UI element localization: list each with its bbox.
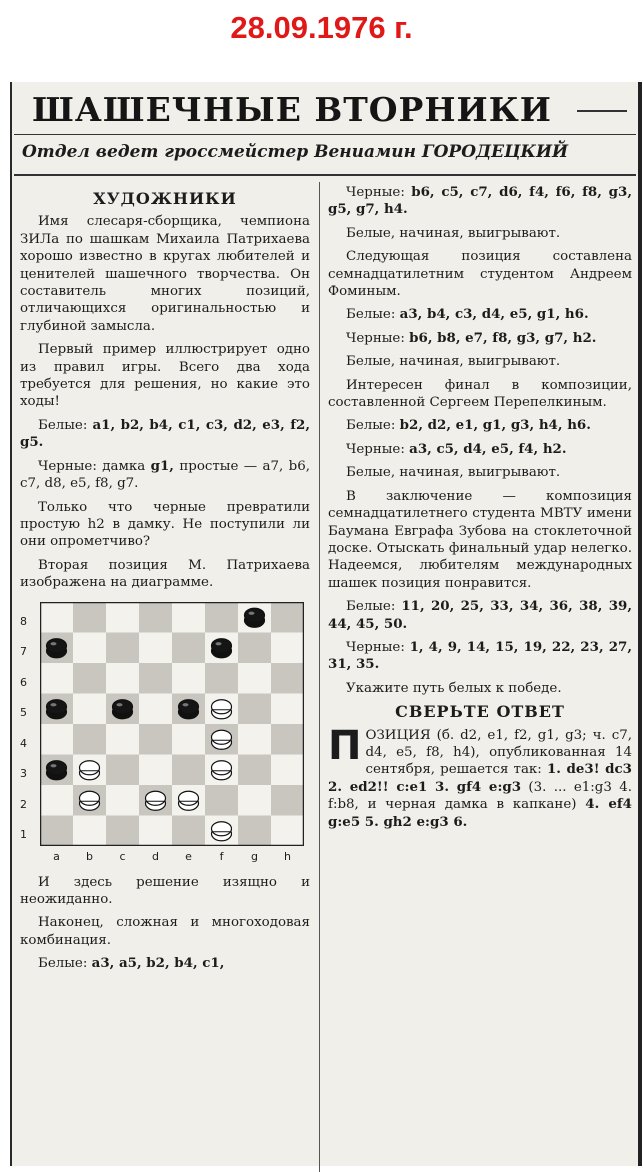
moves: a3, a5, b2, b4, c1, <box>91 955 225 972</box>
moves: 11, 20, 25, 33, 34, 36, 38, 39, 44, 45, 50. <box>328 598 632 632</box>
white-checker <box>80 760 100 779</box>
section-editor-line: Отдел ведет гроссмейстер Вениамин ГОРОДЕЦКИЙ <box>22 142 569 162</box>
board-square <box>40 815 73 846</box>
answer-paragraph <box>328 722 632 831</box>
paragraph: Первый пример иллюстрирует одно из правил игры. Всего два хода требуется для решения, но какие это ходы! <box>20 342 310 410</box>
board-square <box>73 632 106 663</box>
file-label: b <box>86 849 93 863</box>
file-label: e <box>185 849 192 863</box>
paragraph: Белые, начиная, выигрывают. <box>346 354 561 370</box>
paragraph: Белые, начиная, выигрывают. <box>346 225 561 241</box>
board-square <box>139 754 172 785</box>
paragraph: Вторая позиция М. Патрихаева изображена на диаграмме. <box>20 557 310 591</box>
board-square <box>139 663 172 694</box>
position-white <box>20 955 310 972</box>
paragraph: Белые, начиная, выигрывают. <box>346 465 561 481</box>
board-square <box>106 815 139 846</box>
position-black <box>328 184 632 219</box>
white-checker <box>212 821 232 840</box>
position-white <box>328 417 632 434</box>
file-label: g <box>251 849 258 863</box>
position-black <box>328 639 632 674</box>
board-square <box>73 602 106 633</box>
white-checker <box>179 791 199 810</box>
label: Белые: <box>346 418 396 434</box>
board-square <box>40 785 73 816</box>
rank-label: 8 <box>20 614 27 628</box>
board-square <box>106 785 139 816</box>
moves: a3, c5, d4, e5, f4, h2. <box>409 440 567 457</box>
black-checker <box>212 638 232 657</box>
label: Белые: <box>346 599 396 615</box>
checkers-board <box>40 602 304 846</box>
rank-label: 4 <box>20 736 27 750</box>
board-square <box>106 632 139 663</box>
board-square <box>172 724 205 755</box>
rank-label: 7 <box>20 645 27 659</box>
board-square <box>271 754 304 785</box>
black-checker <box>245 608 265 627</box>
checkers-diagram <box>20 598 310 866</box>
file-label: a <box>53 849 60 863</box>
board-square <box>238 693 271 724</box>
position-white <box>20 417 310 452</box>
label: Черные: <box>346 441 405 457</box>
black-checker <box>47 699 67 718</box>
position-white <box>328 598 632 633</box>
board-square <box>238 724 271 755</box>
board-square <box>73 724 106 755</box>
edge-bar <box>638 82 642 1166</box>
paragraph: Интересен финал в композиции, составленной Сергеем Перепелкиным. <box>328 377 632 411</box>
moves: b2, d2, e1, g1, g3, h4, h6. <box>399 417 591 434</box>
position-black <box>20 458 310 493</box>
moves: b6, c5, c7, d6, f4, f6, f8, g3, g5, g7, h4. <box>328 184 632 218</box>
white-checker <box>212 730 232 749</box>
board-square <box>271 724 304 755</box>
board-square <box>139 724 172 755</box>
board-square <box>139 602 172 633</box>
board-square <box>205 663 238 694</box>
moves: a3, b4, c3, d4, e5, g1, h6. <box>399 306 589 323</box>
black-checker <box>113 699 133 718</box>
board-square <box>205 785 238 816</box>
white-checker <box>146 791 166 810</box>
right-column <box>328 184 632 837</box>
position-black <box>328 441 632 458</box>
board-square <box>238 632 271 663</box>
label: Белые: <box>38 956 88 972</box>
black-checker <box>179 699 199 718</box>
board-square <box>172 754 205 785</box>
masthead-rule <box>577 110 627 112</box>
file-label: c <box>119 849 126 863</box>
board-square <box>106 602 139 633</box>
rank-label: 3 <box>20 767 27 781</box>
board-square <box>172 602 205 633</box>
board-square <box>73 693 106 724</box>
moves: a1, b2, b4, c1, c3, d2, e3, f2, g5. <box>20 416 310 451</box>
file-label: f <box>219 849 224 863</box>
rank-label: 2 <box>20 797 27 811</box>
position-white <box>328 306 632 323</box>
label: Черные: дамка <box>38 458 146 474</box>
label: Черные: <box>346 185 405 200</box>
board-square <box>73 815 106 846</box>
left-column <box>20 190 310 979</box>
newspaper-clipping <box>10 82 642 1166</box>
rank-label: 6 <box>20 675 27 689</box>
board-square <box>238 785 271 816</box>
label: Черные: <box>346 330 405 346</box>
rank-label: 5 <box>20 706 27 720</box>
paragraph: И здесь решение изящно и неожиданно. <box>20 874 310 907</box>
label: простые — a7, b6, c7, d8, e5, f8, g7. <box>20 458 310 492</box>
label: Белые: <box>346 307 396 323</box>
answer-text: (3. ... e1:g3 4. f:b8, и черная дамка в капкане) <box>328 779 632 813</box>
board-square <box>238 754 271 785</box>
board-square <box>40 663 73 694</box>
answer-heading: СВЕРЬТЕ ОТВЕТ <box>395 702 565 722</box>
paragraph: Имя слесаря-сборщика, чемпиона ЗИЛа по шашкам Михаила Патрихаева хорошо известно в кругах любителей и ценителей шашечного творчества. Он составитель многих позиций, отличающихся оригинальностью и глубиной замысла. <box>20 214 310 334</box>
board-square <box>106 663 139 694</box>
article-heading: ХУДОЖНИКИ <box>93 189 237 208</box>
section-masthead: ШАШЕЧНЫЕ ВТОРНИКИ <box>32 90 552 129</box>
board-square <box>238 663 271 694</box>
divider-bottom <box>14 174 636 176</box>
label: Белые: <box>38 417 88 433</box>
paragraph: Наконец, сложная и многоходовая комбинация. <box>20 915 310 948</box>
paragraph: Укажите путь белых к победе. <box>346 680 562 696</box>
answer-text: ОЗИЦИЯ (б. d2, e1, f2, g1, g3; ч. c7, d4, e5, f8, h4), опубликованная 14 сентября, решается так: <box>365 727 632 778</box>
board-square <box>106 754 139 785</box>
board-square <box>205 602 238 633</box>
board-square <box>139 693 172 724</box>
column-divider <box>319 182 320 1172</box>
board-square <box>73 663 106 694</box>
board-square <box>271 663 304 694</box>
board-square <box>172 663 205 694</box>
white-checker <box>212 699 232 718</box>
black-checker <box>47 760 67 779</box>
white-checker <box>80 791 100 810</box>
moves: b6, b8, e7, f8, g3, g7, h2. <box>409 329 597 346</box>
black-checker <box>47 638 67 657</box>
board-square <box>271 693 304 724</box>
board-square <box>238 815 271 846</box>
moves: 4. ef4 g:e5 5. gh2 e:g3 6. <box>328 796 632 830</box>
moves: g1, <box>150 457 174 474</box>
divider-top <box>14 134 636 135</box>
page-date: 28.09.1976 г. <box>230 10 413 45</box>
board-square <box>40 724 73 755</box>
position-black <box>328 330 632 347</box>
board-square <box>172 815 205 846</box>
moves: 1. de3! dc3 2. ed2!! c:e1 3. gf4 e:g3 <box>328 761 632 795</box>
board-square <box>271 785 304 816</box>
paragraph: Только что черные превратили простую h2 в дамку. Не поступили ли они опрометчиво? <box>20 499 310 550</box>
board-square <box>271 632 304 663</box>
file-label: d <box>152 849 159 863</box>
board-square <box>139 632 172 663</box>
paragraph: Следующая позиция составлена семнадцатилетним студентом Андреем Фоминым. <box>328 249 632 300</box>
board-square <box>271 815 304 846</box>
moves: 1, 4, 9, 14, 15, 19, 22, 23, 27, 31, 35. <box>328 638 632 673</box>
rank-label: 1 <box>20 828 27 842</box>
white-checker <box>212 760 232 779</box>
label: Черные: <box>346 639 405 655</box>
board-square <box>139 815 172 846</box>
board-square <box>271 602 304 633</box>
paragraph: В заключение — композиция семнадцатилетнего студента МВТУ имени Баумана Евграфа Зубова на стоклеточной доске. Отыскать финальный удар нелегко. Надеемся, любителям международных шашек позиция понравится. <box>328 488 632 591</box>
file-label: h <box>284 849 291 863</box>
board-square <box>172 632 205 663</box>
board-square <box>40 602 73 633</box>
drop-cap: П <box>328 722 362 769</box>
board-square <box>106 724 139 755</box>
